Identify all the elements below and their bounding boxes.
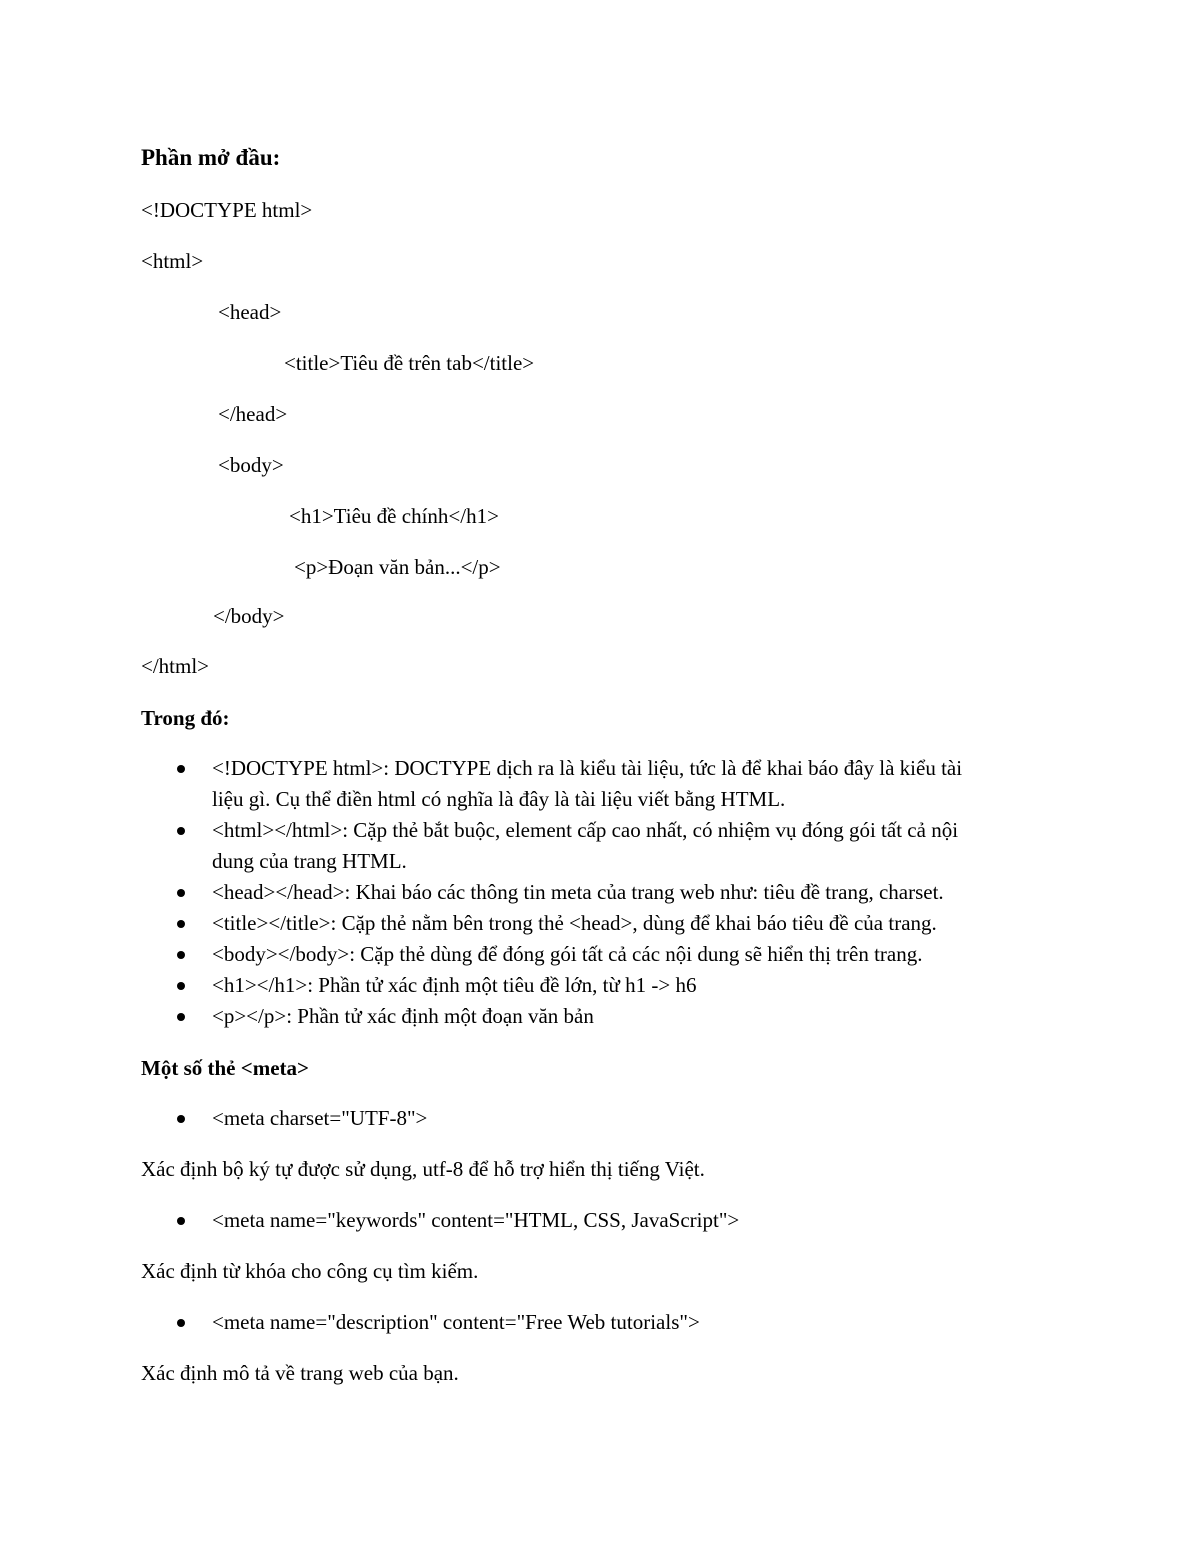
bullet-icon xyxy=(177,1115,185,1123)
code-line: <h1>Tiêu đề chính</h1> xyxy=(289,504,499,528)
section-heading: Phần mở đầu: xyxy=(141,145,281,170)
meta-description: Xác định mô tả về trang web của bạn. xyxy=(141,1361,459,1385)
bullet-icon xyxy=(177,951,185,959)
list-item-continuation: liệu gì. Cụ thể điền html có nghĩa là đây là tài liệu viết bằng HTML. xyxy=(212,787,786,811)
bullet-icon xyxy=(177,920,185,928)
list-item: <h1></h1>: Phần tử xác định một tiêu đề lớn, từ h1 -> h6 xyxy=(212,973,697,997)
bullet-icon xyxy=(177,1319,185,1327)
meta-heading: Một số thẻ <meta> xyxy=(141,1056,309,1080)
list-item: <!DOCTYPE html>: DOCTYPE dịch ra là kiểu tài liệu, tức là để khai báo đây là kiểu tài xyxy=(212,756,963,780)
meta-description: Xác định bộ ký tự được sử dụng, utf-8 để hỗ trợ hiển thị tiếng Việt. xyxy=(141,1157,705,1181)
meta-description: Xác định từ khóa cho công cụ tìm kiếm. xyxy=(141,1259,479,1283)
code-line: <body> xyxy=(218,453,284,477)
code-line: <!DOCTYPE html> xyxy=(141,198,313,222)
list-item-continuation: dung của trang HTML. xyxy=(212,849,407,873)
meta-tag-item: <meta name="keywords" content="HTML, CSS, JavaScript"> xyxy=(212,1208,740,1232)
code-line: </body> xyxy=(213,604,285,628)
list-item: <head></head>: Khai báo các thông tin meta của trang web như: tiêu đề trang, charset. xyxy=(212,880,944,904)
bullet-icon xyxy=(177,765,185,773)
code-line: <title>Tiêu đề trên tab</title> xyxy=(284,351,535,375)
list-item: <html></html>: Cặp thẻ bắt buộc, element cấp cao nhất, có nhiệm vụ đóng gói tất cả nội xyxy=(212,818,959,842)
bullet-icon xyxy=(177,982,185,990)
code-line: </html> xyxy=(141,654,210,678)
bullet-icon xyxy=(177,1013,185,1021)
bullet-icon xyxy=(177,889,185,897)
meta-tag-item: <meta charset="UTF-8"> xyxy=(212,1106,428,1130)
code-line: <head> xyxy=(218,300,282,324)
code-line: <p>Đoạn văn bản...</p> xyxy=(294,555,501,579)
bullet-icon xyxy=(177,1217,185,1225)
meta-tag-item: <meta name="description" content="Free Web tutorials"> xyxy=(212,1310,700,1334)
list-item: <p></p>: Phần tử xác định một đoạn văn bản xyxy=(212,1004,594,1028)
bullet-icon xyxy=(177,827,185,835)
list-item: <body></body>: Cặp thẻ dùng để đóng gói tất cả các nội dung sẽ hiển thị trên trang. xyxy=(212,942,923,966)
code-line: <html> xyxy=(141,249,204,273)
trong-do-heading: Trong đó: xyxy=(141,706,230,730)
code-line: </head> xyxy=(218,402,288,426)
list-item: <title></title>: Cặp thẻ nằm bên trong thẻ <head>, dùng để khai báo tiêu đề của trang. xyxy=(212,911,937,935)
